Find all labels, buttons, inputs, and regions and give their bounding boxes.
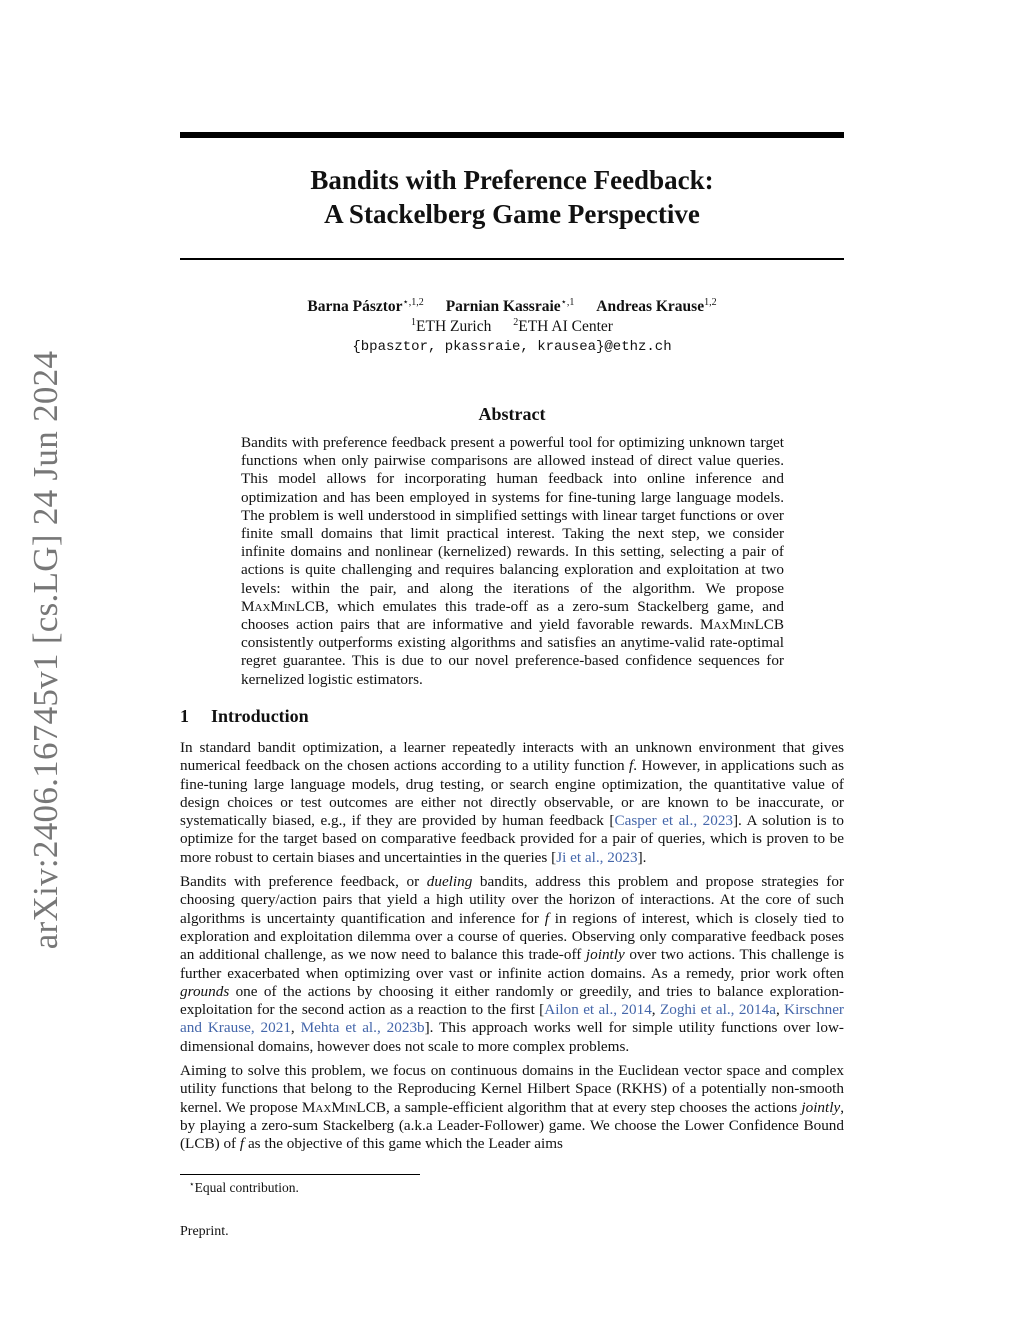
author-3: Andreas Krause$^{1,2}$ <box>596 297 717 315</box>
algorithm-name: MaxMinLCB <box>241 597 326 615</box>
algorithm-name: MaxMinLCB <box>699 616 784 634</box>
introduction-body <box>180 739 844 1160</box>
citation-zoghi[interactable]: Zoghi et al., 2014a <box>659 1001 776 1019</box>
section-number: 1 <box>180 706 189 726</box>
citation-ailon[interactable]: Ailon et al., 2014 <box>544 1001 652 1019</box>
abstract-heading: Abstract <box>478 404 546 424</box>
title-rule-top <box>180 132 844 138</box>
author-list <box>180 297 844 317</box>
title-rule-bottom <box>180 258 844 260</box>
footnote-divider <box>180 1174 420 1175</box>
citation-mehta[interactable]: Mehta et al., 2023b <box>300 1019 425 1037</box>
paper-title <box>180 163 844 231</box>
affiliation-1: $^1$ETH Zurich <box>411 317 492 335</box>
paragraph-2: Bandits with preference feedback, or dueling bandits, address this problem and propose strategies for choosing query/action pairs that yield a high utility over the horizon of interactions. At the core of such algorithms is uncertainty quantification and inference for f in regions of interest, which is closely tied to exploration and exploitation dilemma over a course of queries. Observing only comparative feedback poses an additional challenge, as we now need to balance this trade-off jointly over two actions. This challenge is further exacerbated when optimizing over vast or infinite action domains. As a remedy, prior work often grounds one of the actions by choosing it either randomly or greedily, and tries to balance exploration-exploitation for the second action as a reaction to the first [Ailon et al., 2014, Zoghi et al., 2014a, Kirschner and Krause, 2021, Mehta et al., 2023b]. This approach works well for simple utility functions over low-dimensional domains, however does not scale to more complex problems. <box>180 873 844 1055</box>
author-emails: {bpasztor, pkassraie, krausea}@ethz.ch <box>352 339 672 355</box>
affiliations <box>180 317 844 337</box>
citation-ji[interactable]: Ji et al., 2023 <box>556 848 638 866</box>
footnote: ⋆Equal contribution. <box>189 1179 299 1195</box>
section-title: Introduction <box>211 706 309 726</box>
arxiv-identifier-stamp: arXiv:2406.16745v1 [cs.LG] 24 Jun 2024 <box>26 350 65 950</box>
citation-kirschner[interactable]: Kirschner and Krause, 2021 <box>180 1001 844 1037</box>
affiliation-2: $^2$ETH AI Center <box>513 317 613 335</box>
author-1: Barna Pásztor$^{⋆,1,2}$ <box>307 297 424 315</box>
section-heading-introduction <box>180 706 309 727</box>
paragraph-3: Aiming to solve this problem, we focus on continuous domains in the Euclidean vector space and complex utility functions that belong to the Reproducing Kernel Hilbert Space (RKHS) of a potentially non-smooth kernel. We propose MaxMinLCB, a sample-efficient algorithm that at every step chooses the actions jointly, by playing a zero-sum Stackelberg (a.k.a Leader-Follower) game. We choose the Lower Confidence Bound (LCB) of f as the objective of this game which the Leader aims <box>180 1062 844 1153</box>
title-line-2: A Stackelberg Game Perspective <box>324 199 700 229</box>
citation-casper[interactable]: Casper et al., 2023 <box>614 812 733 830</box>
title-line-1: Bandits with Preference Feedback: <box>310 165 714 195</box>
preprint-label: Preprint. <box>180 1224 229 1239</box>
author-block <box>180 297 844 357</box>
author-2: Parnian Kassraie$^{⋆,1}$ <box>445 297 575 315</box>
paragraph-1: In standard bandit optimization, a learner repeatedly interacts with an unknown environment that gives numerical feedback on the chosen actions according to a utility function f. However, in applications such as fine-tuning large language models, drug testing, or search engine optimization, the quantitative value of design choices or test outcomes are either not directly observable, or are known to be inaccurate, or systematically biased, e.g., if they are provided by human feedback [Casper et al., 2023]. A solution is to optimize for the target based on comparative feedback provided for a pair of queries, which is proven to be more robust to certain biases and uncertainties in the queries [Ji et al., 2023]. <box>180 739 844 866</box>
algorithm-name: MaxMinLCB <box>301 1098 386 1116</box>
abstract-text: Bandits with preference feedback present a powerful tool for optimizing unknown target functions when only pairwise comparisons are allowed instead of direct value queries. This model allows for incorporating human feedback into online inference and optimization and has been employed in systems for fine-tuning large language models. The problem is well understood in simplified settings with linear target functions or over finite small domains that limit practical interest. Taking the next step, we consider infinite domains and nonlinear (kernelized) rewards. In this setting, selecting a pair of actions is quite challenging and requires balancing exploration and exploitation at two levels: within the pair, and along the iterations of the algorithm. We propose MaxMinLCB, which emulates this trade-off as a zero-sum Stackelberg game, and chooses action pairs that are informative and yield favorable rewards. MaxMinLCB consistently outperforms existing algorithms and satisfies an anytime-valid rate-optimal regret guarantee. This is due to our novel preference-based confidence sequences for kernelized logistic estimators. <box>241 434 784 688</box>
